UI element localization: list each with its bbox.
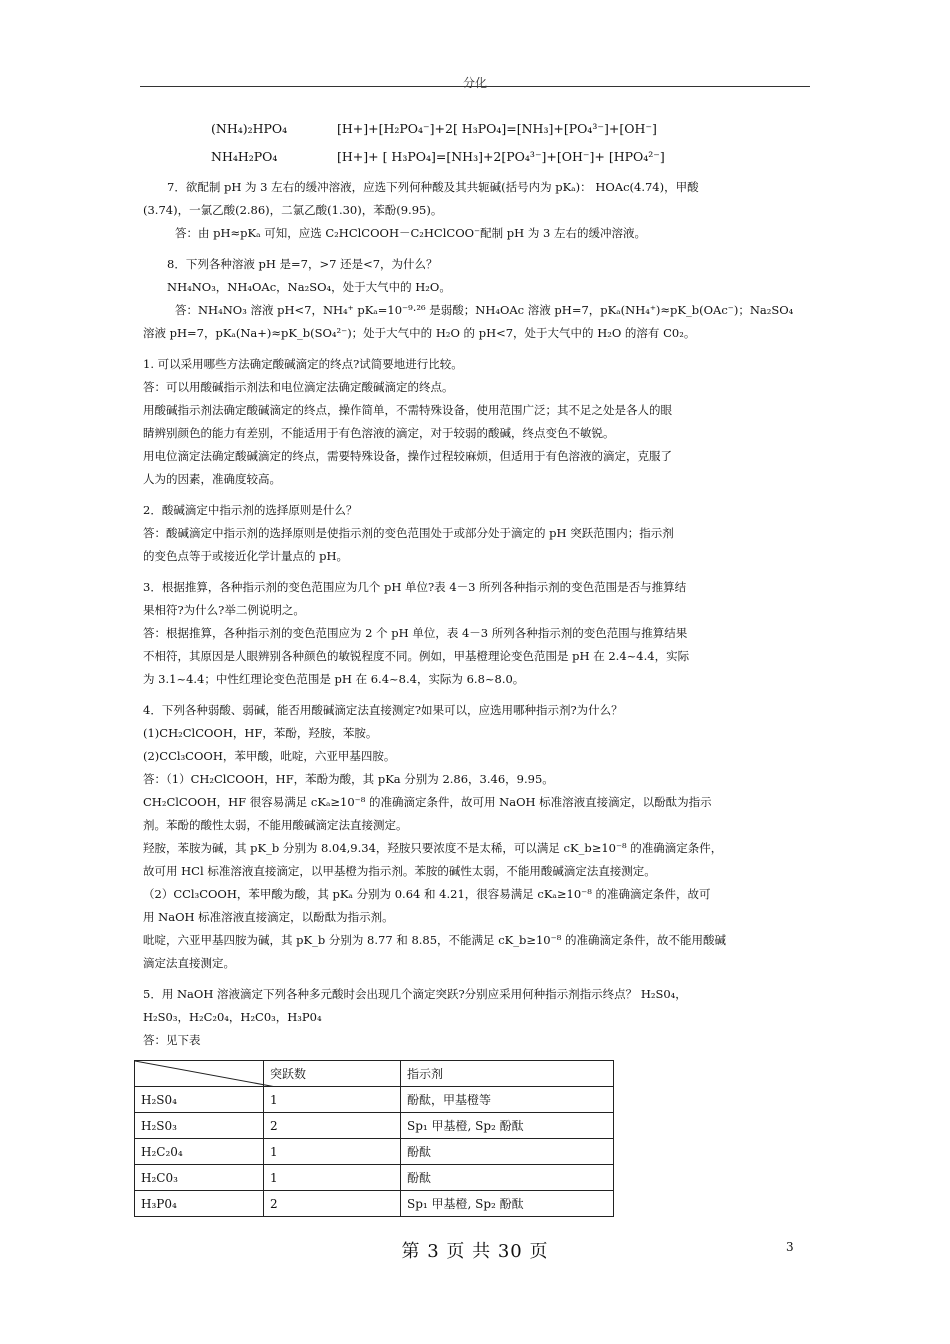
section-4 [143,699,809,975]
page-footer: 第 3 页 共 30 页 [401,1241,549,1262]
page-content [143,120,809,1060]
table-cell-indicator: Sp₁ 甲基橙, Sp₂ 酚酞 [401,1113,614,1139]
page-header: 分化 [462,76,487,90]
equation-text: [H+]+ [ H₃PO₄]=[NH₃]+2[PO₄³⁻]+[OH⁻]+ [HPO₄²⁻] [337,149,665,164]
question-text: 3．根据推算，各种指示剂的变色范围应为几个 pH 单位?表 4－3 所列各种指示剂的变色范围是否与推算结 [143,580,687,594]
table-row [135,1113,614,1139]
question-text: 8．下列各种溶液 pH 是=7，>7 还是<7，为什么？ [167,257,438,271]
question-text: 果相符?为什么?举二例说明之。 [143,603,305,617]
question-text: (3.74)，一氯乙酸(2.86)，二氯乙酸(1.30)，苯酚(9.95)。 [143,203,443,217]
answer-text: 为 3.1~4.4；中性红理论变色范围是 pH 在 6.4~8.4，实际为 6.8~8.0。 [143,672,525,686]
equation-row [143,148,809,166]
section-3 [143,576,809,691]
answer-text: 答：NH₄NO₃ 溶液 pH<7，NH₄⁺ pKₐ=10⁻⁹·²⁶ 是弱酸；NH₄OAc 溶液 pH=7，pKₐ(NH₄⁺)≈pK_b(OAc⁻)；Na₂SO₄ [175,303,794,317]
table-header-cell: 突跃数 [264,1061,401,1087]
table-corner-cell [135,1061,264,1087]
answer-text: 答：由 pH≈pKₐ 可知，应选 C₂HClCOOH－C₂HClCOO⁻配制 pH 为 3 左右的缓冲溶液。 [175,226,646,240]
table-cell-acid: H₂S0₄ [135,1087,264,1113]
question-item: (2)CCl₃COOH，苯甲酸，吡啶，六亚甲基四胺。 [143,749,396,763]
answer-text: （2）CCl₃COOH，苯甲酸为酸，其 pKₐ 分别为 0.64 和 4.21，很容易满足 cKₐ≥10⁻⁸ 的准确滴定条件，故可 [143,887,711,901]
question-text: 4．下列各种弱酸、弱碱，能否用酸碱滴定法直接测定?如果可以，应选用哪种指示剂?为什么？ [143,703,623,717]
answer-text: 答：根据推算，各种指示剂的变色范围应为 2 个 pH 单位，表 4－3 所列各种指示剂的变色范围与推算结果 [143,626,688,640]
paragraph: 睛辨别颜色的能力有差别，不能适用于有色溶液的滴定，对于较弱的酸碱，终点变色不敏锐。 [143,426,615,440]
table-cell-indicator: 酚酞 [401,1139,614,1165]
question-7 [143,176,809,245]
table-row [135,1165,614,1191]
answer-text: 不相符，其原因是人眼辨别各种颜色的敏锐程度不同。例如，甲基橙理论变色范围是 pH 在 2.4~4.4，实际 [143,649,690,663]
answer-text: 滴定法直接测定。 [143,956,235,970]
answer-text: CH₂ClCOOH，HF 很容易满足 cKₐ≥10⁻⁸ 的准确滴定条件，故可用 NaOH 标准溶液直接滴定，以酚酞为指示 [143,795,712,809]
question-text: 5．用 NaOH 溶液滴定下列各种多元酸时会出现几个滴定突跃?分别应采用何种指示剂指示终点？ H₂S0₄， [143,987,687,1001]
table-cell-acid: H₂C0₃ [135,1165,264,1191]
question-item: (1)CH₂ClCOOH，HF，苯酚，羟胺，苯胺。 [143,726,378,740]
paragraph: 人为的因素，准确度较高。 [143,472,281,486]
section-2 [143,499,809,568]
answer-text: 答：见下表 [143,1033,201,1047]
table-cell-acid: H₂C₂0₄ [135,1139,264,1165]
answer-text: 的变色点等于或接近化学计量点的 pH。 [143,549,349,563]
question-text: 1. 可以采用哪些方法确定酸碱滴定的终点?试简要地进行比较。 [143,357,463,371]
table-cell-indicator: 酚酞 [401,1165,614,1191]
section-5 [143,983,809,1052]
table-cell-jumps: 1 [264,1087,401,1113]
equation-row [143,120,809,138]
answer-text: 吡啶，六亚甲基四胺为碱，其 pK_b 分别为 8.77 和 8.85，不能满足 cK_b≥10⁻⁸ 的准确滴定条件，故不能用酸碱 [143,933,726,947]
table-cell-indicator: Sp₁ 甲基橙, Sp₂ 酚酞 [401,1191,614,1217]
answer-text: 用 NaOH 标准溶液直接滴定，以酚酞为指示剂。 [143,910,394,924]
header-divider [140,86,810,87]
answer-text: 答：可以用酸碱指示剂法和电位滴定法确定酸碱滴定的终点。 [143,380,454,394]
table-cell-jumps: 1 [264,1139,401,1165]
paragraph: 用电位滴定法确定酸碱滴定的终点，需要特殊设备，操作过程较麻烦，但适用于有色溶液的滴定，克服了 [143,449,672,463]
compound-list: NH₄NO₃，NH₄OAc，Na₂SO₄，处于大气中的 H₂O。 [167,280,451,294]
answer-text: 羟胺，苯胺为碱，其 pK_b 分别为 8.04,9.34，羟胺只要浓度不是太稀，可以满足 cK_b≥10⁻⁸ 的准确滴定条件， [143,841,723,855]
section-1 [143,353,809,491]
table-header-row [135,1061,614,1087]
answer-text: 溶液 pH=7，pKₐ(Na+)≈pK_b(SO₄²⁻)；处于大气中的 H₂O 的 pH<7，处于大气中的 H₂O 的溶有 C0₂。 [143,326,696,340]
table-cell-acid: H₃P0₄ [135,1191,264,1217]
answer-text: 故可用 HCl 标准溶液直接滴定，以甲基橙为指示剂。苯胺的碱性太弱，不能用酸碱滴定法直接测定。 [143,864,656,878]
equation-compound: (NH₄)₂HPO₄ [211,121,288,136]
table-cell-jumps: 2 [264,1113,401,1139]
equation-compound: NH₄H₂PO₄ [211,149,278,164]
table-row [135,1191,614,1217]
table-cell-acid: H₂S0₃ [135,1113,264,1139]
question-text: 7．欲配制 pH 为 3 左右的缓冲溶液，应选下列何种酸及其共轭碱(括号内为 pKₐ)： HOAc(4.74)，甲酸 [167,180,699,194]
question-text: 2．酸碱滴定中指示剂的选择原则是什么？ [143,503,358,517]
table-cell-jumps: 1 [264,1165,401,1191]
answer-text: 剂。苯酚的酸性太弱，不能用酸碱滴定法直接测定。 [143,818,408,832]
answer-text: 答：酸碱滴定中指示剂的选择原则是使指示剂的变色范围处于或部分处于滴定的 pH 突跃范围内；指示剂 [143,526,674,540]
question-8 [143,253,809,345]
equation-text: [H+]+[H₂PO₄⁻]+2[ H₃PO₄]=[NH₃]+[PO₄³⁻]+[OH⁻] [337,121,657,136]
answer-table [134,1060,614,1217]
table-row [135,1087,614,1113]
answer-text: 答：（1）CH₂ClCOOH，HF，苯酚为酸，其 pKa 分别为 2.86，3.46，9.95。 [143,772,554,786]
paragraph: 用酸碱指示剂法确定酸碱滴定的终点，操作简单，不需特殊设备，使用范围广泛；其不足之处是各人的眼 [143,403,672,417]
table-cell-indicator: 酚酞，甲基橙等 [401,1087,614,1113]
diagonal-line [135,1061,276,1087]
page-number: 3 [786,1240,794,1254]
table-header-cell: 指示剂 [401,1061,614,1087]
table-cell-jumps: 2 [264,1191,401,1217]
question-text: H₂S0₃，H₂C₂0₄，H₂C0₃，H₃P0₄ [143,1010,322,1024]
table-row [135,1139,614,1165]
